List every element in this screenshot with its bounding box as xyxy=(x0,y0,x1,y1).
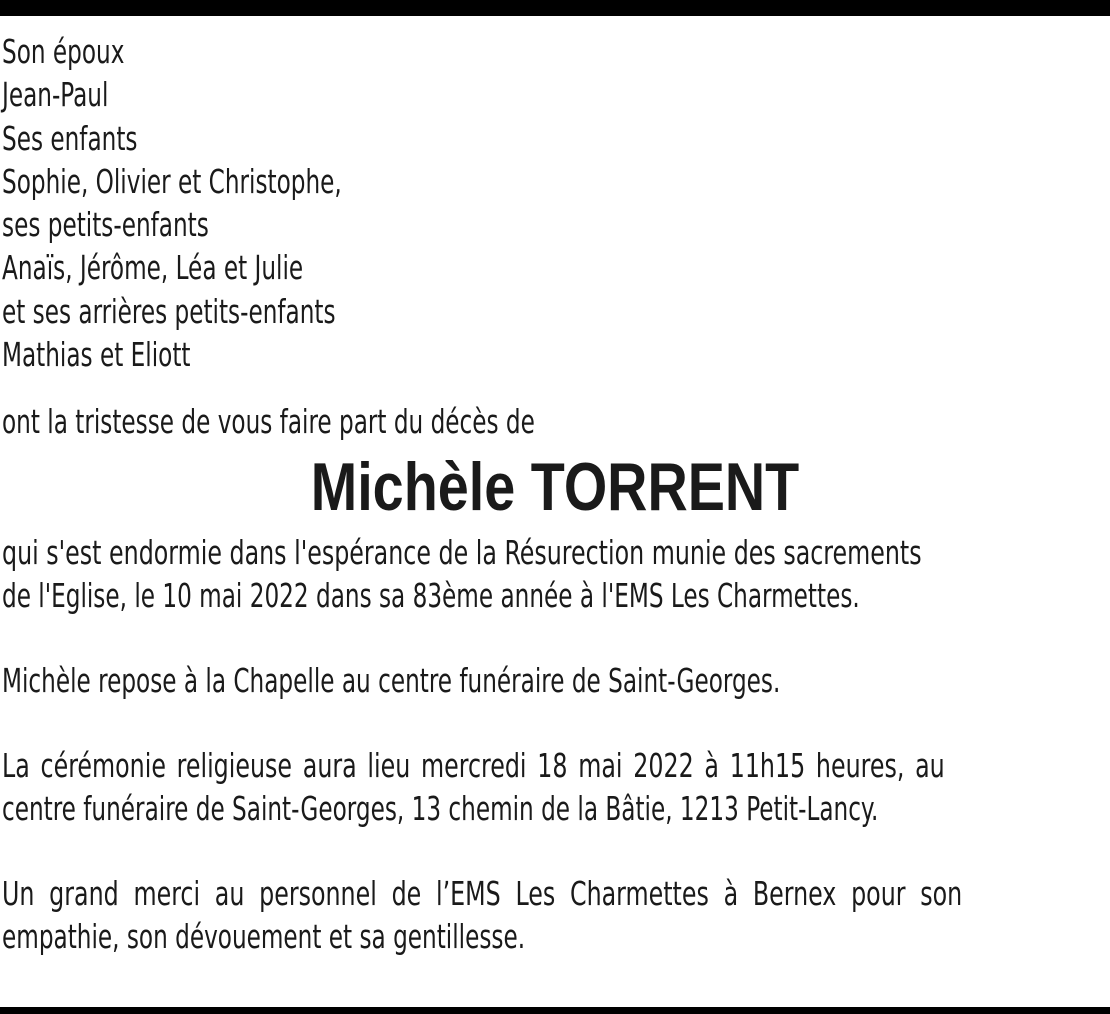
deceased-name: Michèle TORRENT xyxy=(310,449,800,526)
paragraph-line: centre funéraire de Saint-Georges, 13 chemin de la Bâtie, 1213 Petit-Lancy. xyxy=(2,789,879,829)
paragraph-line: qui s'est endormie dans l'espérance de la Résurection munie des sacrements xyxy=(2,533,922,573)
paragraph-passing xyxy=(2,531,1108,617)
bottom-rule xyxy=(0,1007,1110,1014)
family-line: ses petits-enfants xyxy=(2,205,209,245)
paragraph-thanks xyxy=(2,872,1108,958)
family-list xyxy=(2,30,1108,376)
paragraph-ceremony xyxy=(2,744,1108,830)
top-rule xyxy=(0,0,1110,16)
family-line: et ses arrières petits-enfants xyxy=(2,291,336,331)
family-line: Mathias et Eliott xyxy=(2,335,191,375)
family-line: Ses enfants xyxy=(2,118,138,158)
announcement-text: ont la tristesse de vous faire part du décès de xyxy=(2,402,535,442)
family-line: Anaïs, Jérôme, Léa et Julie xyxy=(2,248,304,288)
obituary-notice xyxy=(2,30,1108,958)
family-line: Jean-Paul xyxy=(2,75,109,115)
paragraph-line: Michèle repose à la Chapelle au centre funéraire de Saint-Georges. xyxy=(2,661,781,701)
paragraph-line: de l'Eglise, le 10 mai 2022 dans sa 83ème année à l'EMS Les Charmettes. xyxy=(2,576,860,616)
paragraph-chapel xyxy=(2,659,1108,702)
paragraph-line: Un grand merci au personnel de l’EMS Les Charmettes à Bernex pour son xyxy=(2,874,963,914)
family-line: Son époux xyxy=(2,32,125,71)
paragraph-line: La cérémonie religieuse aura lieu mercredi 18 mai 2022 à 11h15 heures, au xyxy=(2,746,945,786)
paragraph-line: empathie, son dévouement et sa gentillesse. xyxy=(2,917,526,957)
family-line: Sophie, Olivier et Christophe, xyxy=(2,161,342,201)
